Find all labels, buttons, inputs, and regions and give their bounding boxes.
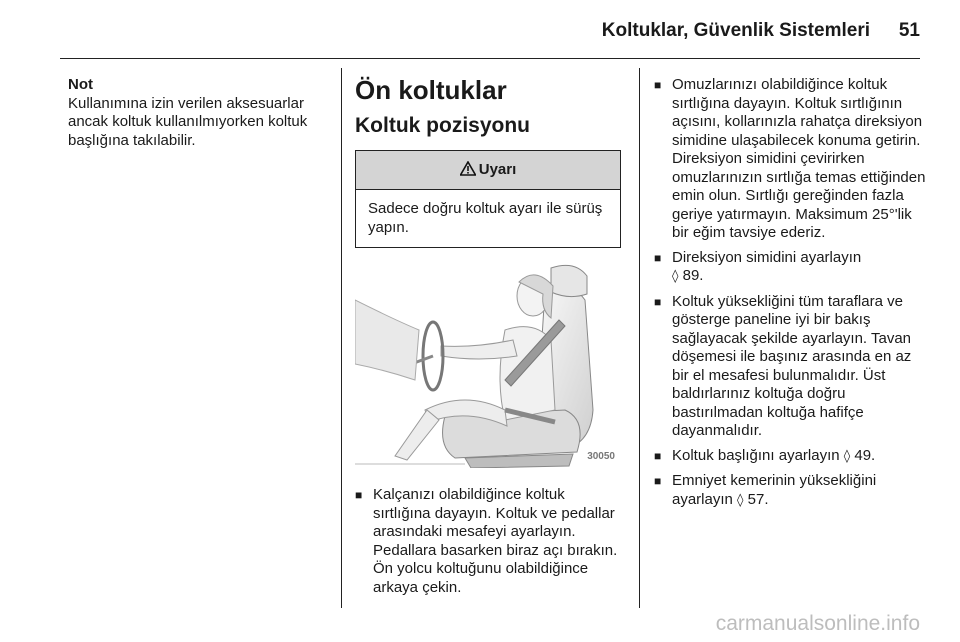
warning-triangle-icon [460,161,476,176]
note-text: Kullanımına izin verilen aksesuarlar ancak koltuk kullanılmıyorken koltuk başlığına takılabilir. [68,94,308,149]
page-ref-arrow-icon: ◊ [737,492,744,508]
section-subheading: Koltuk pozisyonu [355,114,530,137]
page-ref-link[interactable]: 89. [682,267,704,284]
page-number: 51 [898,20,920,41]
warning-header [356,151,620,190]
list-item-text: Koltuk başlığını ayarlayın [672,446,840,464]
page-ref-link[interactable]: 57. [747,490,769,508]
section-heading: Ön koltuklar [355,75,507,105]
warning-text: Sadece doğru koltuk ayarı ile sürüş yapın. [368,200,603,236]
list-item-text: Direksiyon simidini ayarlayın [672,248,862,266]
list-item [654,249,926,287]
warning-box [355,150,621,248]
driver-seat-illustration [355,260,619,468]
warning-title: Uyarı [478,161,517,178]
list-item [654,472,926,510]
page-ref-arrow-icon: ◊ [672,269,679,284]
note-title: Not [68,76,93,93]
bullet-list [654,76,926,510]
column-divider-1 [341,68,342,608]
watermark: carmanualsonline.info [715,612,920,635]
list-item-text: Emniyet kemerinin yüksekliğini ayarlayın [672,472,877,508]
list-item: ■ Kalçanızı olabildiğince koltuk sırtlığına dayayın. Koltuk ve pedallar arasındaki mesafeyi ayarlayın. Pedallara basarken biraz açı bırakın. Ön yolcu koltuğunu olabildiğince arkaya çekin. [355,486,625,597]
illustration-id: 30050 [587,450,615,462]
header-rule [60,58,920,59]
page-ref-link[interactable]: 49. [854,446,876,464]
bullet-list [355,486,625,597]
column-right [654,76,926,516]
list-item [654,447,926,467]
running-header: Koltuklar, Güvenlik Sistemleri [601,20,870,41]
list-item [654,293,926,441]
list-item [654,76,926,243]
column-left [68,76,330,150]
list-item-text: Omuzlarınızı olabildiğince koltuk sırtlığına dayayın. Koltuk sırtlığının açısını, kollarınızla rahatça direksiyon simidine ulaşabilecek konuma getirin. Direksiyon simidini çevirirken omuzlarınızın sırtlığa temas ettiğinden emin olun. Sırtlığı gereğinden fazla geriye yatırmayın. Maksimum 25°'lik bir eğim tavsiye ederiz. [672,76,926,241]
column-middle [355,72,625,603]
column-divider-2 [639,68,640,608]
list-item-text: Koltuk yüksekliğini tüm taraflara ve gösterge paneline iyi bir bakış sağlayacak şekilde ayarlayın. Tavan döşemesi ile başınız arasında en az bir el mesafesi bulunmalıdır. Üst baldırlarınız koltuğa doğru bastırılmadan koltuğa hafifçe dayanmalıdır. [672,292,912,439]
seat-position-illustration [355,260,619,468]
page-ref-arrow-icon: ◊ [843,448,851,464]
